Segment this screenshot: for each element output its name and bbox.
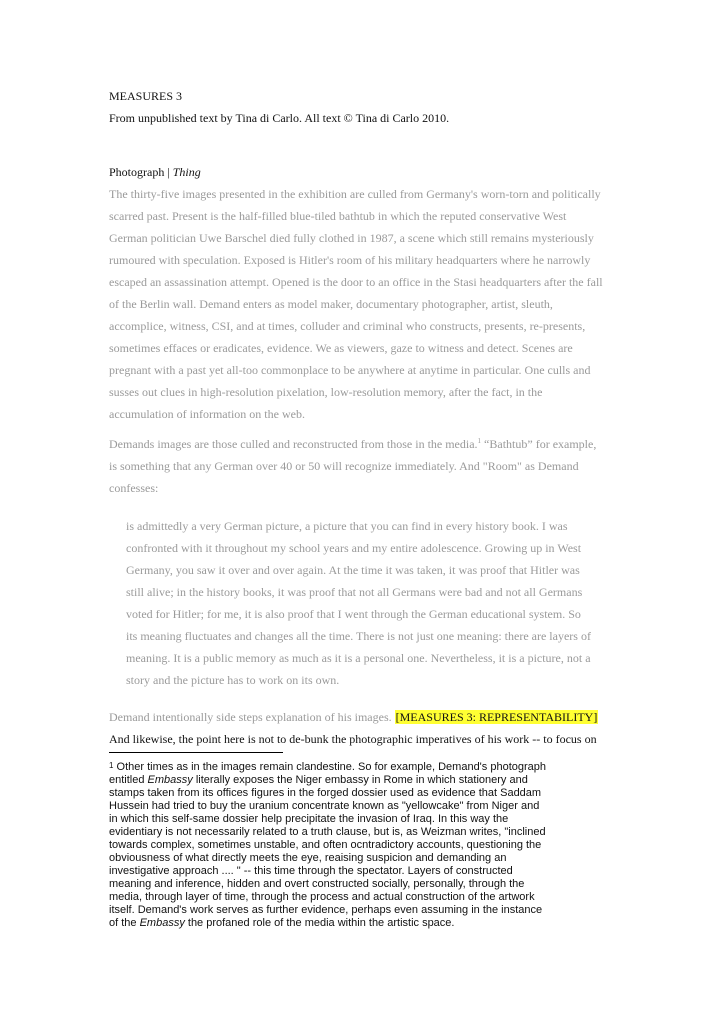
paragraph-line: accomplice, witness, CSI, and at times, colluder and criminal who constructs, presents, re-presents, [109,319,586,333]
footnote-separator [109,752,283,753]
footnote-text: literally exposes the Niger embassy in Rome in which stationery and [192,774,528,786]
footnote-text: Other times as in the images remain clandestine. So for example, Demand's photograph [113,761,546,773]
paragraph-line [109,710,598,724]
paragraph-line: confesses: [109,481,159,495]
footnote-line: evidentiary is not necessarily related to a truth clause, but is, as Weizman writes, "inclined [109,826,546,838]
paragraph-text: “Bathtub” for example, [481,437,597,451]
paragraph-line: And likewise, the point here is not to de-bunk the photographic imperatives of his work -- to focus on [109,732,597,746]
footnote-text: the profaned role of the media within the artistic space. [184,917,455,929]
paragraph-line: rumoured with speculation. Exposed is Hitler's room of his military headquarters where he narrowly [109,253,591,267]
section-heading [109,165,201,179]
footnote-line: in which this self-same dossier help precipitate the invasion of Iraq. In this way the [109,813,509,825]
footnote-line: obviousness of what directly meets the eye, reaising suspicion and demanding an [109,852,507,864]
footnote-reference[interactable]: 1 [477,437,482,445]
paragraph-line: escaped an assassination attempt. Opened is the door to an office in the Stasi headquarters after the fall [109,275,603,289]
footnote-italic-text: Embassy [139,917,185,929]
footnote-line [109,761,546,774]
block-quote-line: its meaning fluctuates and changes all the time. There is not just one meaning: there are layers of [126,629,591,643]
highlighted-tag: [MEASURES 3: REPRESENTABILITY] [395,710,598,724]
paragraph-line: scarred past. Present is the half-filled blue-tiled bathtub in which the reputed conservative West [109,209,567,223]
footnote-line [109,774,528,787]
footnote-line: towards complex, sometimes unstable, and often ocntradictory accounts, questioning the [109,839,542,851]
section-heading-italic: Thing [172,165,201,179]
footnote-number: 1 [109,761,114,770]
paragraph-line: susses out clues in high-resolution pixelation, low-resolution memory, after the fact, in the [109,385,543,399]
block-quote-line: Germany, you saw it over and over again. At the time it was taken, it was proof that Hitler was [126,563,580,577]
block-quote-line: story and the picture has to work on its own. [126,673,340,687]
paragraph-line: German politician Uwe Barschel died fully clothed in 1987, a scene which still remains mysteriously [109,231,594,245]
paragraph-line: sometimes effaces or eradicates, evidence. We as viewers, gaze to witness and detect. Scenes are [109,341,573,355]
footnote-line: investigative approach .... " -- this time through the spectator. Layers of constructed [109,865,513,877]
document-title: MEASURES 3 [109,89,183,103]
block-quote-line: confronted with it throughout my school years and my entire adolescence. Growing up in West [126,541,582,555]
paragraph-line: of the Berlin wall. Demand enters as model maker, documentary photographer, artist, sleuth, [109,297,553,311]
paragraph-line [109,437,596,451]
paragraph-line: pregnant with a past yet all-too commonplace to be anywhere at anytime in particular. One culls and [109,363,591,377]
footnote-line: stamps taken from its offices figures in the forged dossier used as evidence that Saddam [109,787,542,799]
footnote-text: entitled [109,774,148,786]
footnote-line: meaning and inference, hidden and overt constructed socially, personally, through the [109,878,525,890]
paragraph-line: is something that any German over 40 or 50 will recognize immediately. And "Room" as Demand [109,459,579,473]
paragraph-line: accumulation of information on the web. [109,407,305,421]
block-quote-line: is admittedly a very German picture, a picture that you can find in every history book. I was [126,519,568,533]
block-quote-line: voted for Hitler; for me, it is also proof that I went through the German educational system. So [126,607,581,621]
block-quote-line: still alive; in the history books, it was proof that not all Germans were bad and not all Germans [126,585,583,599]
footnote-italic-text: Embassy [147,774,193,786]
section-heading-plain: Photograph | [109,165,173,179]
footnote-line [109,917,454,930]
block-quote-line: meaning. It is a public memory as much as it is a personal one. Nevertheless, it is a picture, not a [126,651,591,665]
footnote-line: media, through layer of time, through the process and actual construction of the artwork [109,891,535,903]
footnote-text: of the [109,917,140,929]
copyright-line: From unpublished text by Tina di Carlo. All text © Tina di Carlo 2010. [109,111,450,125]
footnote-line: Hussein had tried to buy the uranium concentrate known as "yellowcake" from Niger and [109,800,540,812]
paragraph-text: Demands images are those culled and reconstructed from those in the media. [109,437,478,451]
footnote-line: itself. Demand's work serves as further evidence, perhaps even assuming in the instance [109,904,543,916]
paragraph-line: The thirty-five images presented in the exhibition are culled from Germany's worn-torn and politically [109,187,601,201]
paragraph-text: Demand intentionally side steps explanation of his images. [109,710,395,724]
